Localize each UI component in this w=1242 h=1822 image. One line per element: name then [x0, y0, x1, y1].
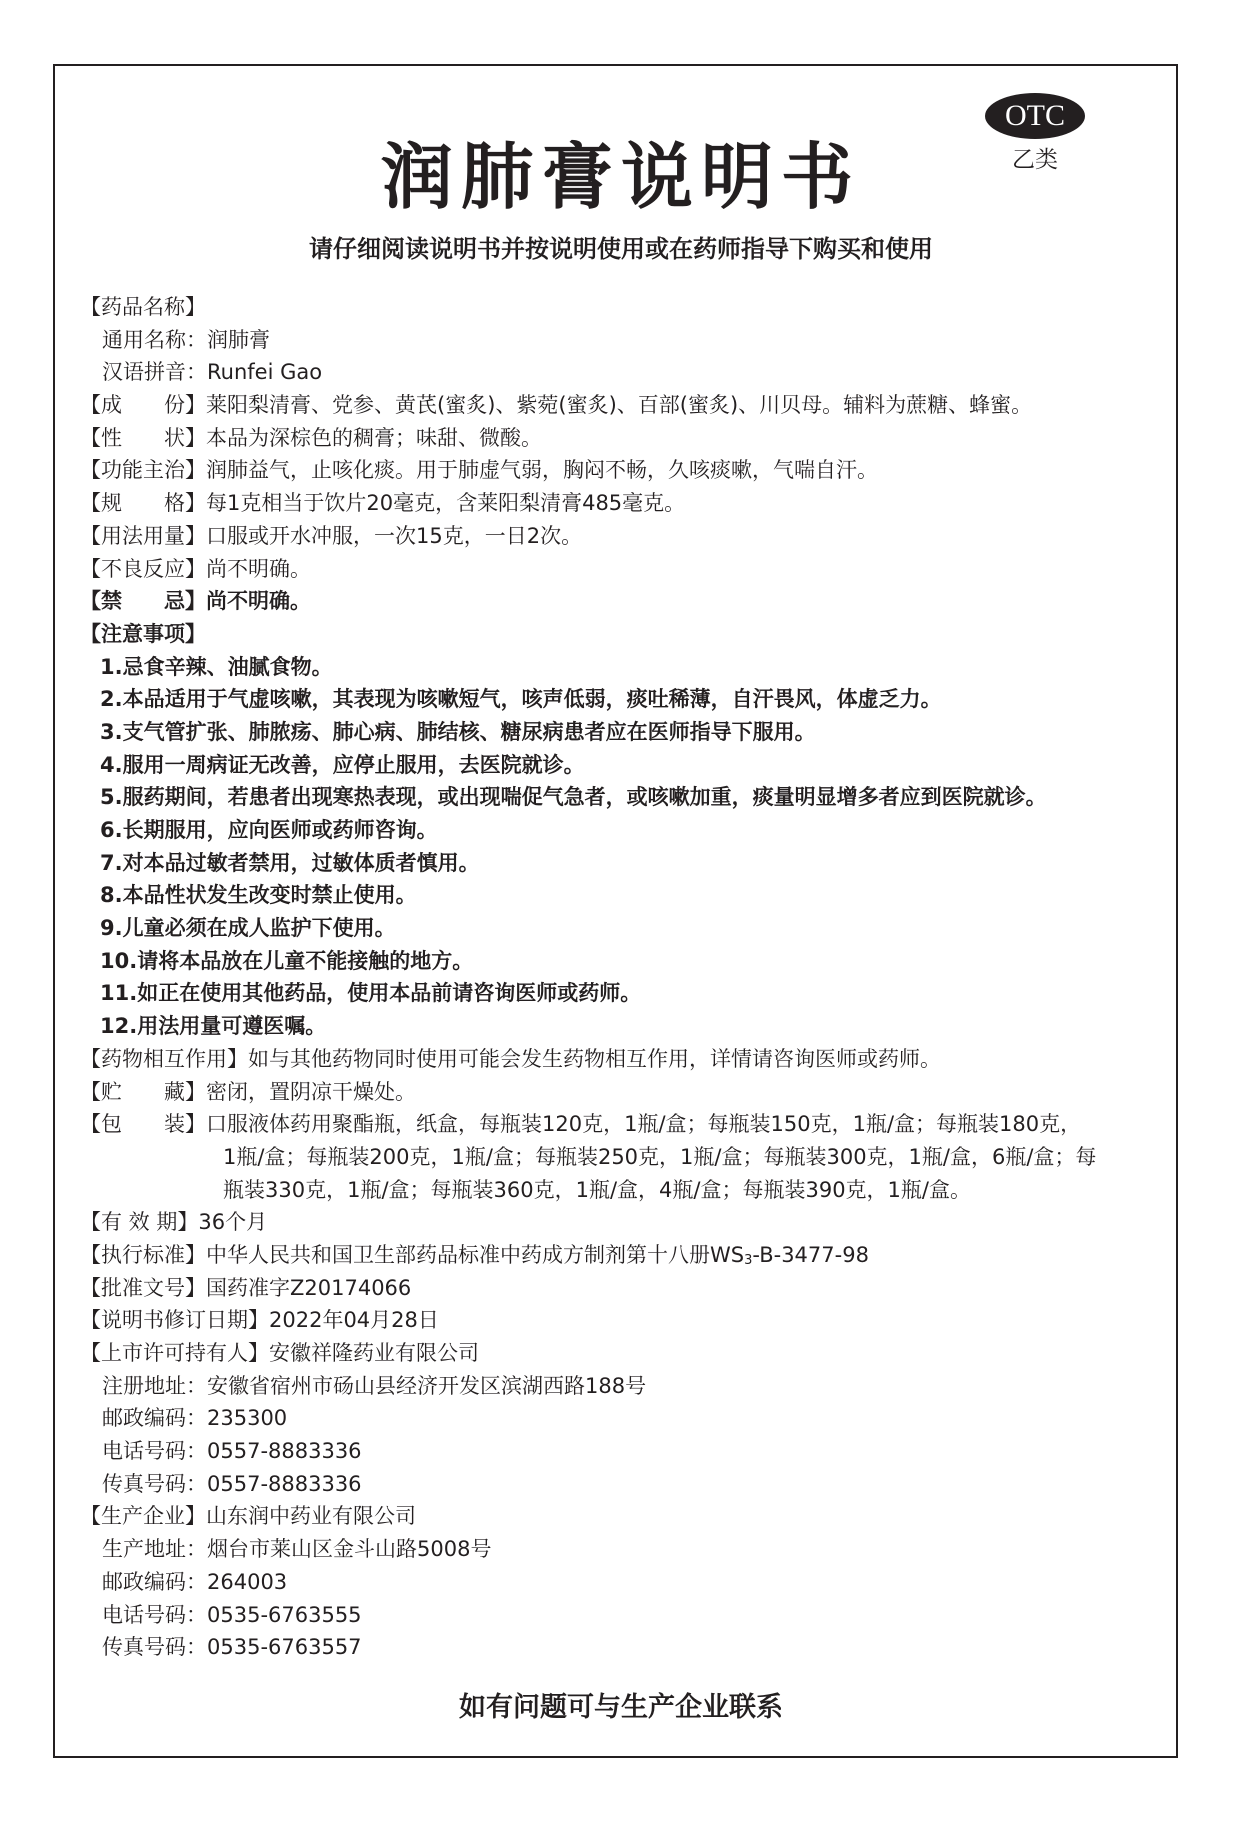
indications-row [80, 454, 1160, 487]
holder-fax-row: 传真号码：0557-8883336 [102, 1471, 362, 1496]
footer-contact-note: 如有问题可与生产企业联系 [459, 1692, 783, 1723]
indications-value: 润肺益气，止咳化痰。用于肺虚气弱，胸闷不畅，久咳痰嗽，气喘自汗。 [206, 458, 878, 483]
adverse-value: 尚不明确。 [206, 556, 311, 581]
standard-row [80, 1239, 1160, 1272]
pinyin-value: Runfei Gao [207, 360, 323, 385]
approval-label: 【批准文号】 [80, 1275, 206, 1300]
standard-value: 中华人民共和国卫生部药品标准中药成方制剂第十八册WS [206, 1242, 745, 1267]
properties-label: 【性 状】 [80, 425, 206, 450]
precaution-item: 4.服用一周病证无改善，应停止服用，去医院就诊。 [100, 752, 585, 777]
page-subtitle: 请仔细阅读说明书并按说明使用或在药师指导下购买和使用 [309, 235, 933, 263]
precaution-item: 1.忌食辛辣、油腻食物。 [100, 654, 333, 679]
drug-name-header: 【药品名称】 [80, 295, 206, 319]
otc-class: 乙类 [1012, 147, 1058, 173]
manufacturer-fax-row: 传真号码：0535-6763557 [102, 1635, 362, 1660]
properties-value: 本品为深棕色的稠膏；味甜、微酸。 [206, 425, 542, 450]
storage-label: 【贮 藏】 [80, 1079, 206, 1104]
ingredients-value: 莱阳梨清膏、党参、黄芪(蜜炙)、紫菀(蜜炙)、百部(蜜炙)、川贝母。辅料为蔗糖、蜂蜜。 [206, 393, 1033, 418]
standard-value-tail: -B-3477-98 [752, 1242, 869, 1267]
contraindications-row [80, 585, 1160, 618]
approval-value: 国药准字Z20174066 [206, 1275, 412, 1300]
manufacturer-phone-row: 电话号码：0535-6763555 [102, 1602, 362, 1627]
generic-name-row [80, 324, 1160, 357]
pinyin-row [80, 356, 1160, 389]
page-title: 润肺膏说明书 [380, 134, 861, 219]
validity-row [80, 1206, 1160, 1239]
ingredients-row [80, 389, 1160, 422]
interactions-value: 如与其他药物同时使用可能会发生药物相互作用，详情请咨询医师或药师。 [248, 1046, 941, 1071]
approval-row [80, 1272, 1160, 1305]
packaging-line-2: 1瓶/盒；每瓶装200克，1瓶/盒；每瓶装250克，1瓶/盒；每瓶装300克，1瓶/盒，6瓶/盒；每 [223, 1144, 1097, 1169]
precaution-item: 7.对本品过敏者禁用，过敏体质者慎用。 [100, 850, 480, 875]
precautions-header: 【注意事项】 [80, 621, 206, 646]
precaution-item: 12.用法用量可遵医嘱。 [100, 1014, 327, 1039]
holder-value: 安徽祥隆药业有限公司 [269, 1341, 479, 1365]
dosage-value: 口服或开水冲服，一次15克，一日2次。 [206, 523, 583, 548]
dosage-label: 【用法用量】 [80, 523, 206, 548]
precaution-item: 3.支气管扩张、肺脓疡、肺心病、肺结核、糖尿病患者应在医师指导下服用。 [100, 719, 816, 744]
validity-value: 36个月 [198, 1210, 268, 1235]
storage-value: 密闭，置阴凉干燥处。 [206, 1079, 416, 1104]
holder-label: 【上市许可持有人】 [80, 1341, 269, 1365]
dosage-row [80, 520, 1160, 553]
precaution-item: 5.服药期间，若患者出现寒热表现，或出现喘促气急者，或咳嗽加重，痰量明显增多者应到医院就诊。 [100, 785, 1047, 810]
holder-row [80, 1337, 1160, 1370]
holder-phone-row: 电话号码：0557-8883336 [102, 1439, 362, 1464]
properties-row [80, 422, 1160, 455]
holder-address-row: 注册地址：安徽省宿州市砀山县经济开发区滨湖西路188号 [102, 1373, 647, 1398]
validity-label: 【有 效 期】 [80, 1210, 199, 1235]
otc-badge: OTC [985, 93, 1085, 139]
revision-row [80, 1304, 1160, 1337]
manufacturer-row [80, 1500, 1160, 1533]
contraindications-value: 尚不明确。 [206, 589, 311, 614]
interactions-label: 【药物相互作用】 [80, 1046, 248, 1071]
storage-row [80, 1076, 1160, 1109]
specification-row [80, 487, 1160, 520]
adverse-label: 【不良反应】 [80, 556, 206, 581]
manufacturer-value: 山东润中药业有限公司 [206, 1504, 416, 1529]
manufacturer-address-row: 生产地址：烟台市莱山区金斗山路5008号 [102, 1537, 492, 1562]
holder-postcode-row: 邮政编码：235300 [102, 1406, 288, 1431]
leaflet-body [80, 291, 1160, 1664]
standard-subscript: 3 [744, 1252, 753, 1268]
generic-name-value: 润肺膏 [207, 327, 270, 352]
packaging-row [80, 1108, 1160, 1141]
packaging-label: 【包 装】 [80, 1112, 206, 1137]
precaution-item: 11.如正在使用其他药品，使用本品前请咨询医师或药师。 [100, 981, 642, 1006]
standard-label: 【执行标准】 [80, 1242, 206, 1267]
specification-label: 【规 格】 [80, 491, 206, 516]
generic-name-label: 通用名称： [102, 327, 207, 352]
indications-label: 【功能主治】 [80, 458, 206, 483]
precaution-item: 10.请将本品放在儿童不能接触的地方。 [100, 948, 474, 973]
precaution-item: 2.本品适用于气虚咳嗽，其表现为咳嗽短气，咳声低弱，痰吐稀薄，自汗畏风，体虚乏力。 [100, 687, 942, 712]
manufacturer-postcode-row: 邮政编码：264003 [102, 1569, 288, 1594]
revision-label: 【说明书修订日期】 [80, 1308, 269, 1333]
pinyin-label: 汉语拼音： [102, 360, 207, 385]
precaution-item: 9.儿童必须在成人监护下使用。 [100, 916, 396, 941]
packaging-line-1: 口服液体药用聚酯瓶，纸盒，每瓶装120克，1瓶/盒；每瓶装150克，1瓶/盒；每瓶装180克， [206, 1112, 1082, 1137]
adverse-row [80, 553, 1160, 586]
precaution-item: 6.长期服用，应向医师或药师咨询。 [100, 818, 438, 842]
packaging-line-3: 瓶装330克，1瓶/盒；每瓶装360克，1瓶/盒，4瓶/盒；每瓶装390克，1瓶/盒。 [223, 1177, 971, 1202]
precaution-item: 8.本品性状发生改变时禁止使用。 [100, 883, 417, 908]
revision-value: 2022年04月28日 [269, 1308, 439, 1333]
contraindications-label: 【禁 忌】 [80, 589, 206, 614]
interactions-row [80, 1043, 1160, 1076]
specification-value: 每1克相当于饮片20毫克，含莱阳梨清膏485毫克。 [206, 491, 686, 516]
ingredients-label: 【成 份】 [80, 393, 206, 418]
manufacturer-label: 【生产企业】 [80, 1504, 206, 1529]
